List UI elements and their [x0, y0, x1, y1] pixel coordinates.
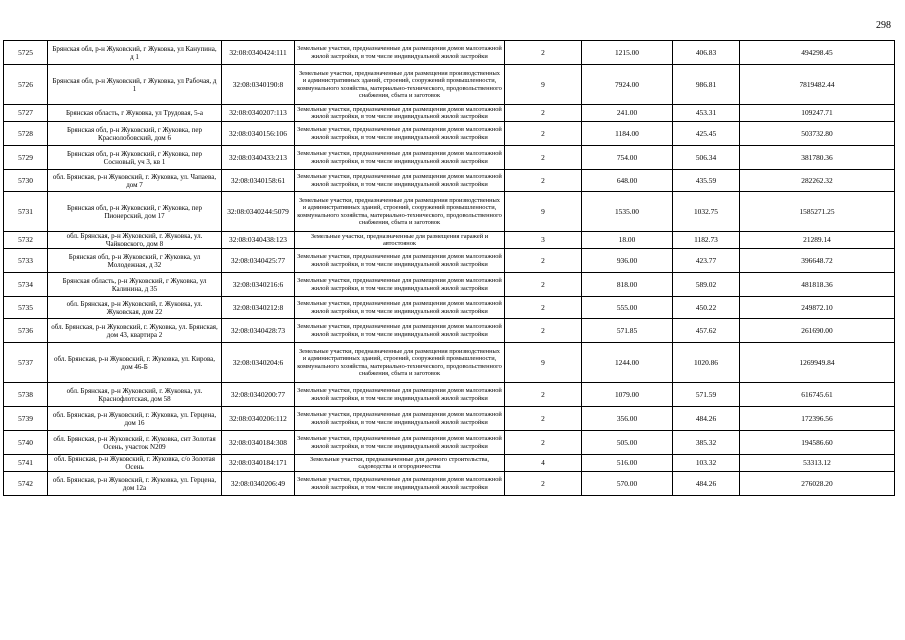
- specific-value-cell: 589.02: [673, 273, 740, 297]
- group-cell: 4: [505, 455, 582, 472]
- group-cell: 9: [505, 343, 582, 383]
- table-row: [4, 249, 895, 273]
- specific-value-cell: 571.59: [673, 383, 740, 407]
- area-cell: 936.00: [582, 249, 673, 273]
- row-number: 5733: [4, 249, 48, 273]
- cadastral-number-cell: 32:08:0340156:106: [222, 122, 295, 146]
- area-cell: 1535.00: [582, 192, 673, 232]
- table-row: [4, 297, 895, 319]
- cadastral-value-cell: 616745.61: [740, 383, 895, 407]
- group-cell: 2: [505, 249, 582, 273]
- cadastral-number-cell: 32:08:0340204:6: [222, 343, 295, 383]
- row-number: 5742: [4, 472, 48, 496]
- address-cell: Брянская обл, р-н Жуковский, г Жуковка, пер Краснолобовский, дом 6: [48, 122, 222, 146]
- cadastral-number-cell: 32:08:0340424:111: [222, 41, 295, 65]
- area-cell: 754.00: [582, 146, 673, 170]
- cadastral-value-cell: 249872.10: [740, 297, 895, 319]
- row-number: 5741: [4, 455, 48, 472]
- land-use-cell: Земельные участки, предназначенные для размещения производственных и административных зданий, строений, сооружений промышленности, коммунального хозяйства, материально-технического, продовольственного снабжения, сбыта и заготовок: [295, 192, 505, 232]
- address-cell: обл. Брянская, р-н Жуковский, г. Жуковка, ул. Чапаева, дом 7: [48, 170, 222, 192]
- group-cell: 2: [505, 105, 582, 122]
- address-cell: обл. Брянская, р-н Жуковский, г. Жуковка, ул. Кирова, дом 46-Б: [48, 343, 222, 383]
- cadastral-number-cell: 32:08:0340425:77: [222, 249, 295, 273]
- land-use-cell: Земельные участки, предназначенные для размещения домов малоэтажной жилой застройки, в том числе индивидуальной жилой застройки: [295, 319, 505, 343]
- specific-value-cell: 1020.86: [673, 343, 740, 383]
- specific-value-cell: 986.81: [673, 65, 740, 105]
- group-cell: 2: [505, 319, 582, 343]
- address-cell: обл. Брянская, р-н Жуковский, г. Жуковка, с/о Золотая Осень: [48, 455, 222, 472]
- address-cell: Брянская обл, р-н Жуковский, г Жуковка, пер Сосновый, уч 3, кв 1: [48, 146, 222, 170]
- cadastral-number-cell: 32:08:0340212:8: [222, 297, 295, 319]
- cadastral-number-cell: 32:08:0340433:213: [222, 146, 295, 170]
- specific-value-cell: 423.77: [673, 249, 740, 273]
- cadastral-value-cell: 194586.60: [740, 431, 895, 455]
- area-cell: 555.00: [582, 297, 673, 319]
- address-cell: Брянская обл, р-н Жуковский, г Жуковка, ул Канупина, д 1: [48, 41, 222, 65]
- cadastral-number-cell: 32:08:0340428:73: [222, 319, 295, 343]
- area-cell: 7924.00: [582, 65, 673, 105]
- cadastral-value-cell: 282262.32: [740, 170, 895, 192]
- row-number: 5727: [4, 105, 48, 122]
- address-cell: обл. Брянская, р-н Жуковский, г. Жуковка, снт Золотая Осень, участок N209: [48, 431, 222, 455]
- table-row: [4, 65, 895, 105]
- cadastral-number-cell: 32:08:0340158:61: [222, 170, 295, 192]
- specific-value-cell: 103.32: [673, 455, 740, 472]
- area-cell: 1244.00: [582, 343, 673, 383]
- land-use-cell: Земельные участки, предназначенные для размещения домов малоэтажной жилой застройки, в том числе индивидуальной жилой застройки: [295, 297, 505, 319]
- address-cell: Брянская область, р-н Жуковский, г Жуковка, ул Калинина, д 35: [48, 273, 222, 297]
- cadastral-number-cell: 32:08:0340206:112: [222, 407, 295, 431]
- specific-value-cell: 457.62: [673, 319, 740, 343]
- address-cell: обл. Брянская, р-н Жуковский, г. Жуковка, ул. Краснофлотская, дом 58: [48, 383, 222, 407]
- area-cell: 648.00: [582, 170, 673, 192]
- row-number: 5725: [4, 41, 48, 65]
- specific-value-cell: 450.22: [673, 297, 740, 319]
- area-cell: 570.00: [582, 472, 673, 496]
- land-use-cell: Земельные участки, предназначенные для размещения производственных и административных зданий, строений, сооружений промышленности, коммунального хозяйства, материально-технического, продовольственного снабжения, сбыта и заготовок: [295, 65, 505, 105]
- area-cell: 516.00: [582, 455, 673, 472]
- row-number: 5738: [4, 383, 48, 407]
- group-cell: 3: [505, 232, 582, 249]
- land-use-cell: Земельные участки, предназначенные для размещения домов малоэтажной жилой застройки, в том числе индивидуальной жилой застройки: [295, 122, 505, 146]
- address-cell: обл. Брянская, р-н Жуковский, г. Жуковка, ул. Чайковского, дом 8: [48, 232, 222, 249]
- land-use-cell: Земельные участки, предназначенные для размещения домов малоэтажной жилой застройки, в том числе индивидуальной жилой застройки: [295, 431, 505, 455]
- area-cell: 241.00: [582, 105, 673, 122]
- row-number: 5735: [4, 297, 48, 319]
- cadastral-value-cell: 1269949.84: [740, 343, 895, 383]
- group-cell: 2: [505, 297, 582, 319]
- specific-value-cell: 506.34: [673, 146, 740, 170]
- cadastral-number-cell: 32:08:0340184:171: [222, 455, 295, 472]
- table-row: [4, 105, 895, 122]
- row-number: 5736: [4, 319, 48, 343]
- group-cell: 9: [505, 65, 582, 105]
- group-cell: 2: [505, 383, 582, 407]
- cadastral-number-cell: 32:08:0340200:77: [222, 383, 295, 407]
- table-row: [4, 273, 895, 297]
- land-use-cell: Земельные участки, предназначенные для размещения домов малоэтажной жилой застройки, в том числе индивидуальной жилой застройки: [295, 249, 505, 273]
- land-use-cell: Земельные участки, предназначенные для размещения домов малоэтажной жилой застройки, в том числе индивидуальной жилой застройки: [295, 407, 505, 431]
- cadastral-value-cell: 481818.36: [740, 273, 895, 297]
- specific-value-cell: 484.26: [673, 472, 740, 496]
- area-cell: 1215.00: [582, 41, 673, 65]
- row-number: 5740: [4, 431, 48, 455]
- cadastral-number-cell: 32:08:0340244:5079: [222, 192, 295, 232]
- specific-value-cell: 406.83: [673, 41, 740, 65]
- land-use-cell: Земельные участки, предназначенные для размещения домов малоэтажной жилой застройки, в том числе индивидуальной жилой застройки: [295, 146, 505, 170]
- table-row: [4, 319, 895, 343]
- specific-value-cell: 385.32: [673, 431, 740, 455]
- area-cell: 1079.00: [582, 383, 673, 407]
- row-number: 5726: [4, 65, 48, 105]
- cadastral-value-cell: 494298.45: [740, 41, 895, 65]
- cadastral-value-cell: 396648.72: [740, 249, 895, 273]
- address-cell: Брянская область, г Жуковка, ул Трудовая, 5-а: [48, 105, 222, 122]
- group-cell: 2: [505, 146, 582, 170]
- table-row: [4, 146, 895, 170]
- table-row: [4, 431, 895, 455]
- table-row: [4, 41, 895, 65]
- table-row: [4, 455, 895, 472]
- area-cell: 1184.00: [582, 122, 673, 146]
- group-cell: 2: [505, 170, 582, 192]
- land-use-cell: Земельные участки, предназначенные для размещения домов малоэтажной жилой застройки, в том числе индивидуальной жилой застройки: [295, 170, 505, 192]
- table-row: [4, 407, 895, 431]
- specific-value-cell: 1032.75: [673, 192, 740, 232]
- row-number: 5729: [4, 146, 48, 170]
- area-cell: 18.00: [582, 232, 673, 249]
- table-row: [4, 122, 895, 146]
- land-use-cell: Земельные участки, предназначенные для размещения домов малоэтажной жилой застройки, в том числе индивидуальной жилой застройки: [295, 105, 505, 122]
- cadastral-number-cell: 32:08:0340190:8: [222, 65, 295, 105]
- area-cell: 356.00: [582, 407, 673, 431]
- land-use-cell: Земельные участки, предназначенные для размещения домов малоэтажной жилой застройки, в том числе индивидуальной жилой застройки: [295, 273, 505, 297]
- group-cell: 2: [505, 273, 582, 297]
- cadastral-value-cell: 53313.12: [740, 455, 895, 472]
- group-cell: 2: [505, 122, 582, 146]
- table-row: [4, 232, 895, 249]
- land-use-cell: Земельные участки, предназначенные для размещения домов малоэтажной жилой застройки, в том числе индивидуальной жилой застройки: [295, 472, 505, 496]
- land-use-cell: Земельные участки, предназначенные для дачного строительства, садоводства и огородничества: [295, 455, 505, 472]
- cadastral-value-cell: 381780.36: [740, 146, 895, 170]
- cadastral-number-cell: 32:08:0340206:49: [222, 472, 295, 496]
- group-cell: 2: [505, 407, 582, 431]
- address-cell: Брянская обл, р-н Жуковский, г Жуковка, ул Молодежная, д 32: [48, 249, 222, 273]
- specific-value-cell: 1182.73: [673, 232, 740, 249]
- row-number: 5734: [4, 273, 48, 297]
- address-cell: обл. Брянская, р-н Жуковский, г. Жуковка, ул. Герцена, дом 12а: [48, 472, 222, 496]
- table-row: [4, 383, 895, 407]
- land-use-cell: Земельные участки, предназначенные для размещения домов малоэтажной жилой застройки, в том числе индивидуальной жилой застройки: [295, 383, 505, 407]
- group-cell: 2: [505, 431, 582, 455]
- cadastral-value-cell: 7819482.44: [740, 65, 895, 105]
- cadastral-value-cell: 261690.00: [740, 319, 895, 343]
- row-number: 5728: [4, 122, 48, 146]
- table-row: [4, 170, 895, 192]
- cadastral-value-cell: 1585271.25: [740, 192, 895, 232]
- table-row: [4, 472, 895, 496]
- cadastral-number-cell: 32:08:0340438:123: [222, 232, 295, 249]
- cadastral-number-cell: 32:08:0340184:308: [222, 431, 295, 455]
- specific-value-cell: 453.31: [673, 105, 740, 122]
- address-cell: обл. Брянская, р-н Жуковский, г. Жуковка, ул. Брянская, дом 43, квартира 2: [48, 319, 222, 343]
- table-row: [4, 192, 895, 232]
- row-number: 5732: [4, 232, 48, 249]
- group-cell: 9: [505, 192, 582, 232]
- group-cell: 2: [505, 472, 582, 496]
- specific-value-cell: 435.59: [673, 170, 740, 192]
- specific-value-cell: 425.45: [673, 122, 740, 146]
- cadastral-value-cell: 109247.71: [740, 105, 895, 122]
- land-use-cell: Земельные участки, предназначенные для размещения производственных и административных зданий, строений, сооружений промышленности, коммунального хозяйства, материально-технического, продовольственного снабжения, сбыта и заготовок: [295, 343, 505, 383]
- address-cell: обл. Брянская, р-н Жуковский, г. Жуковка, ул. Герцена, дом 16: [48, 407, 222, 431]
- cadastral-number-cell: 32:08:0340216:6: [222, 273, 295, 297]
- cadastral-value-cell: 172396.56: [740, 407, 895, 431]
- address-cell: Брянская обл, р-н Жуковский, г Жуковка, пер Пионерский, дом 17: [48, 192, 222, 232]
- table-row: [4, 343, 895, 383]
- row-number: 5730: [4, 170, 48, 192]
- cadastral-number-cell: 32:08:0340207:113: [222, 105, 295, 122]
- area-cell: 571.85: [582, 319, 673, 343]
- address-cell: обл. Брянская, р-н Жуковский, г. Жуковка, ул. Жуковская, дом 22: [48, 297, 222, 319]
- row-number: 5731: [4, 192, 48, 232]
- land-use-cell: Земельные участки, предназначенные для размещения гаражей и автостоянок: [295, 232, 505, 249]
- area-cell: 818.00: [582, 273, 673, 297]
- land-use-cell: Земельные участки, предназначенные для размещения домов малоэтажной жилой застройки, в том числе индивидуальной жилой застройки: [295, 41, 505, 65]
- cadastral-value-cell: 503732.80: [740, 122, 895, 146]
- cadastral-value-table: [3, 40, 895, 496]
- row-number: 5739: [4, 407, 48, 431]
- page-number: 298: [876, 20, 891, 31]
- group-cell: 2: [505, 41, 582, 65]
- area-cell: 505.00: [582, 431, 673, 455]
- cadastral-value-cell: 276028.20: [740, 472, 895, 496]
- row-number: 5737: [4, 343, 48, 383]
- specific-value-cell: 484.26: [673, 407, 740, 431]
- address-cell: Брянская обл, р-н Жуковский, г Жуковка, ул Рабочая, д 1: [48, 65, 222, 105]
- cadastral-value-cell: 21289.14: [740, 232, 895, 249]
